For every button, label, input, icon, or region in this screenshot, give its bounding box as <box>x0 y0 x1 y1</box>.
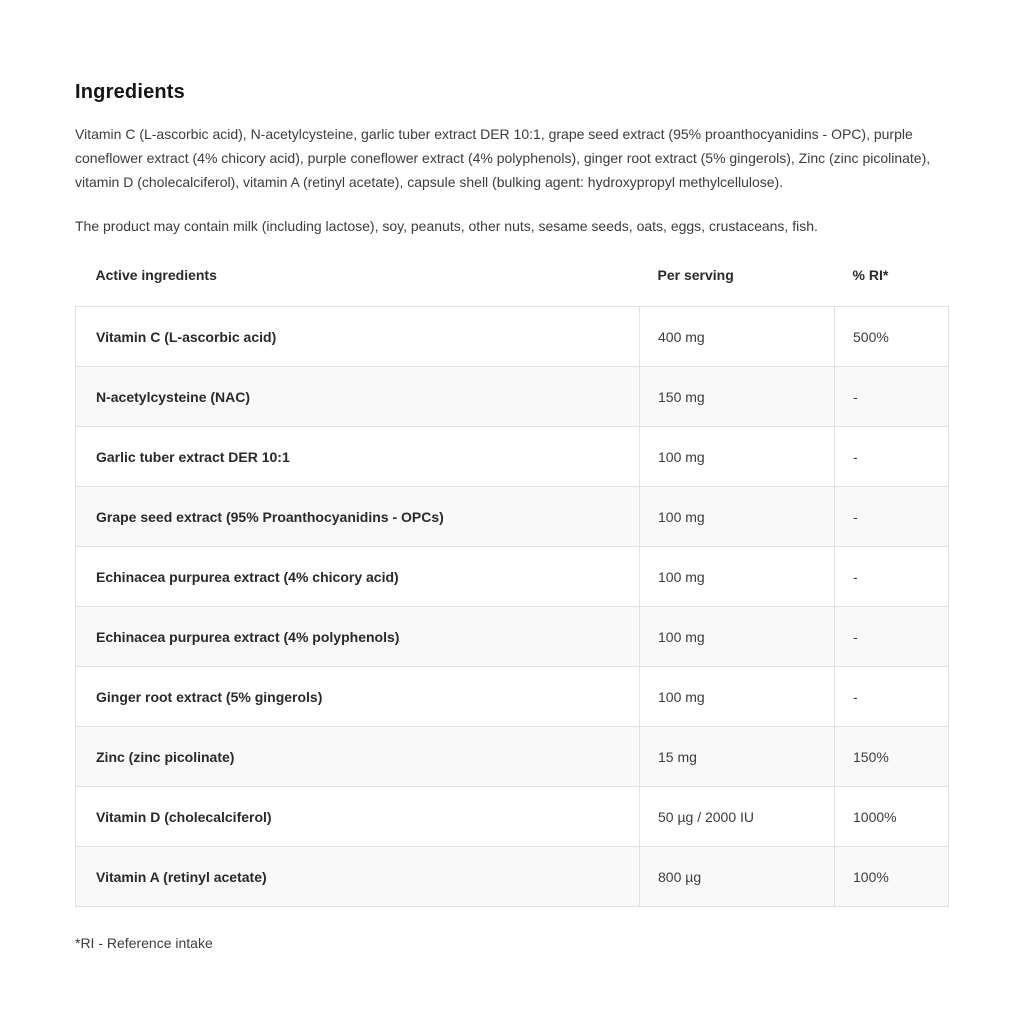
table-row <box>76 607 949 667</box>
column-header-per-serving: Per serving <box>657 267 734 283</box>
per-serving-cell: 100 mg <box>640 667 835 727</box>
column-header-active-ingredients: Active ingredients <box>95 267 217 283</box>
per-serving-cell: 150 mg <box>640 367 835 427</box>
table-header-row <box>76 267 949 307</box>
ri-percent-cell: - <box>835 667 949 727</box>
table-row <box>76 367 949 427</box>
ri-percent-cell: - <box>835 427 949 487</box>
ri-percent-cell: 150% <box>835 727 949 787</box>
table-body <box>76 307 949 907</box>
per-serving-cell: 100 mg <box>640 547 835 607</box>
ingredient-name-cell: Vitamin C (L-ascorbic acid) <box>76 307 640 367</box>
table-row <box>76 667 949 727</box>
reference-intake-footnote: *RI - Reference intake <box>75 935 213 951</box>
active-ingredients-table <box>75 267 949 907</box>
table-row <box>76 307 949 367</box>
ingredient-name-cell: N-acetylcysteine (NAC) <box>76 367 640 427</box>
column-header-percent-ri: % RI* <box>852 267 889 283</box>
ingredient-name-cell: Grape seed extract (95% Proanthocyanidins - OPCs) <box>76 487 640 547</box>
per-serving-cell: 800 µg <box>640 847 835 907</box>
ingredient-name-cell: Zinc (zinc picolinate) <box>76 727 640 787</box>
table-row <box>76 727 949 787</box>
per-serving-cell: 15 mg <box>640 727 835 787</box>
ingredient-name-cell: Vitamin D (cholecalciferol) <box>76 787 640 847</box>
table-row <box>76 547 949 607</box>
ingredient-name-cell: Ginger root extract (5% gingerols) <box>76 667 640 727</box>
table-row <box>76 487 949 547</box>
ri-percent-cell: 1000% <box>835 787 949 847</box>
ri-percent-cell: 500% <box>835 307 949 367</box>
ingredient-name-cell: Echinacea purpurea extract (4% polyphenols) <box>76 607 640 667</box>
page-title: Ingredients <box>75 81 185 103</box>
per-serving-cell: 100 mg <box>640 487 835 547</box>
allergen-paragraph: The product may contain milk (including lactose), soy, peanuts, other nuts, sesame seeds, oats, eggs, crustaceans, fish. <box>75 218 818 234</box>
ingredient-name-cell: Garlic tuber extract DER 10:1 <box>76 427 640 487</box>
per-serving-cell: 100 mg <box>640 427 835 487</box>
ri-percent-cell: - <box>835 367 949 427</box>
table-row <box>76 787 949 847</box>
table-row <box>76 427 949 487</box>
ingredient-name-cell: Echinacea purpurea extract (4% chicory acid) <box>76 547 640 607</box>
ri-percent-cell: 100% <box>835 847 949 907</box>
ingredients-paragraph: Vitamin C (L-ascorbic acid), N-acetylcysteine, garlic tuber extract DER 10:1, grape seed extract (95% proanthocyanidins - OPC), purple coneflower extract (4% chicory acid), purple coneflower extract (4% polyphenols), ginger root extract (5% gingerols), Zinc (zinc picolinate), vitamin D (cholecalciferol), vitamin A (retinyl acetate), capsule shell (bulking agent: hydroxypropyl methylcellulose). <box>75 126 931 190</box>
ri-percent-cell: - <box>835 547 949 607</box>
per-serving-cell: 50 µg / 2000 IU <box>640 787 835 847</box>
ri-percent-cell: - <box>835 487 949 547</box>
ri-percent-cell: - <box>835 607 949 667</box>
per-serving-cell: 400 mg <box>640 307 835 367</box>
table-row <box>76 847 949 907</box>
per-serving-cell: 100 mg <box>640 607 835 667</box>
ingredient-name-cell: Vitamin A (retinyl acetate) <box>76 847 640 907</box>
